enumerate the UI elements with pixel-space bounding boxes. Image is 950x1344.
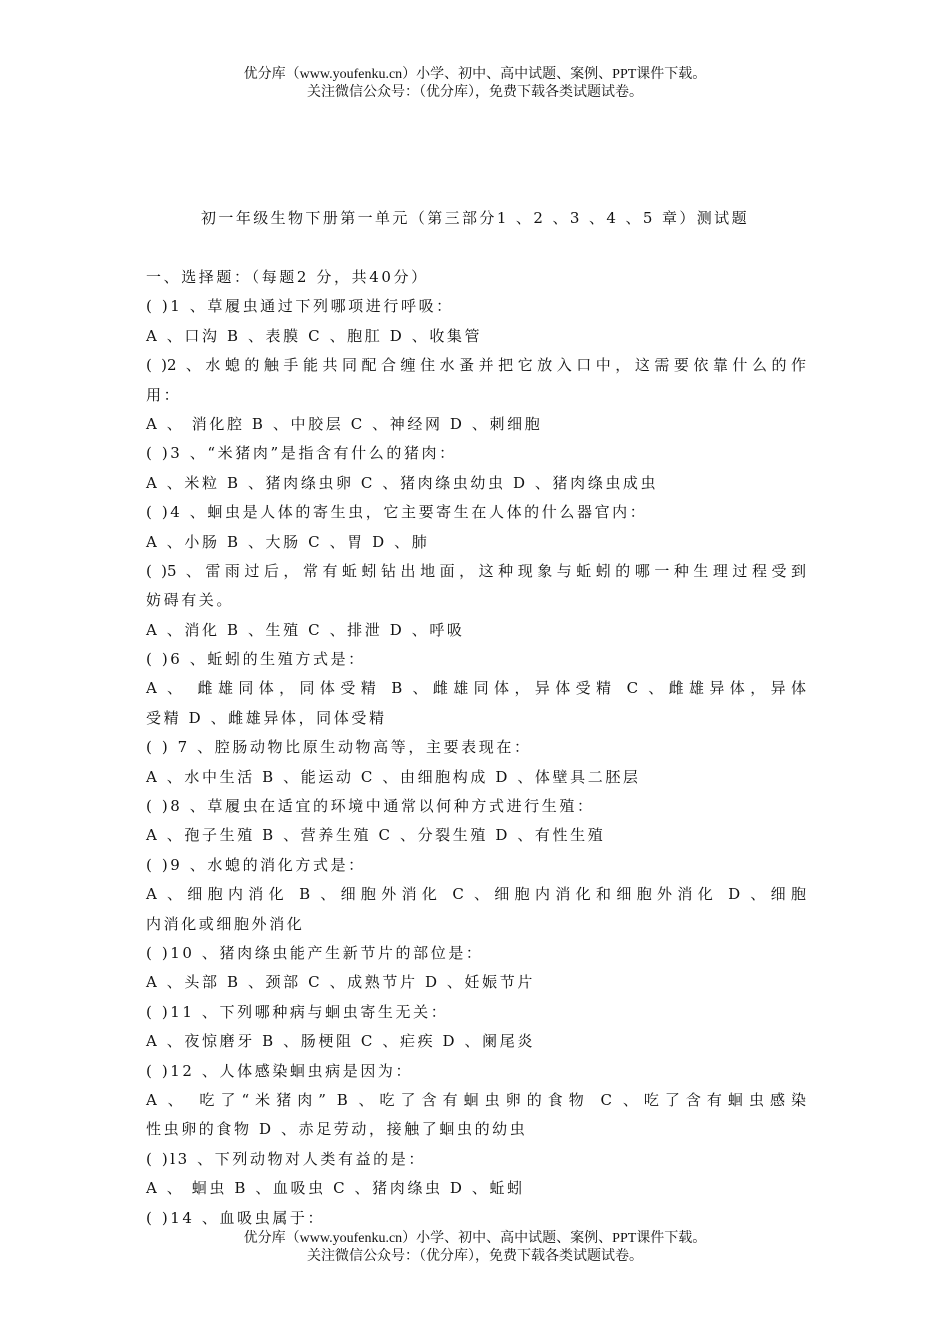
options-12-cont: 性虫卵的食物 D 、赤足劳动，接触了蛔虫的幼虫: [146, 1120, 528, 1139]
footer-line-1: 优分库（www.youfenku.cn）小学、初中、高中试题、案例、PPT课件下载。: [243, 1231, 707, 1246]
question-8: ( )8 、草履虫在适宜的环境中通常以何种方式进行生殖：: [146, 797, 595, 816]
exam-body: [146, 263, 806, 1233]
section-heading: 一、选择题：（每题2 分，共40分）: [146, 268, 429, 286]
options-6-cont: 受精 D 、雌雄异体，同体受精: [146, 708, 387, 727]
options-8: A 、孢子生殖 B 、营养生殖 C 、分裂生殖 D 、有性生殖: [146, 826, 606, 845]
options-9-cont: 内消化或细胞外消化: [146, 914, 305, 933]
options-10: A 、头部 B 、颈部 C 、成熟节片 D 、妊娠节片: [146, 973, 535, 992]
question-12: ( )12 、人体感染蛔虫病是因为：: [146, 1061, 414, 1080]
options-9: A 、细胞内消化 B 、细胞外消化 C 、细胞内消化和细胞外消化 D 、细胞: [146, 885, 806, 904]
page-footer: [0, 1230, 950, 1266]
question-9: ( )9 、水螅的消化方式是：: [146, 855, 366, 874]
question-5-cont: 妨碍有关。: [146, 591, 235, 610]
question-6: ( )6 、蚯蚓的生殖方式是：: [146, 650, 366, 669]
options-1: A 、口沟 B 、表膜 C 、胞肛 D 、收集管: [146, 326, 483, 345]
question-11: ( )11 、下列哪种病与蛔虫寄生无关：: [146, 1002, 449, 1021]
question-7: ( ) 7 、腔肠动物比原生动物高等，主要表现在：: [146, 738, 532, 757]
question-10: ( )10 、猪肉绦虫能产生新节片的部位是：: [146, 943, 484, 962]
options-12: A 、 吃了“米猪肉” B 、吃了含有蛔虫卵的食物 C 、吃了含有蛔虫感染: [146, 1090, 806, 1109]
question-1: ( )1 、草履虫通过下列哪项进行呼吸：: [146, 297, 454, 316]
question-3: ( )3 、“米猪肉”是指含有什么的猪肉：: [146, 444, 457, 463]
options-2: A 、 消化腔 B 、中胶层 C 、神经网 D 、刺细胞: [146, 414, 543, 433]
header-line-2: 关注微信公众号：（优分库），免费下载各类试题试卷。: [307, 85, 643, 100]
options-7: A 、水中生活 B 、能运动 C 、由细胞构成 D 、体壁具二胚层: [146, 767, 641, 786]
exam-title: 初一年级生物下册第一单元（第三部分1 、2 、3 、4 、5 章）测试题: [201, 209, 749, 227]
options-6: A 、 雌雄同体，同体受精 B 、雌雄同体，异体受精 C 、雌雄异体，异体: [146, 679, 806, 698]
footer-line-2: 关注微信公众号：（优分库），免费下载各类试题试卷。: [307, 1249, 643, 1264]
question-14: ( )14 、血吸虫属于：: [146, 1208, 326, 1227]
options-3: A 、米粒 B 、猪肉绦虫卵 C 、猪肉绦虫幼虫 D 、猪肉绦虫成虫: [146, 473, 659, 492]
header-line-1: 优分库（www.youfenku.cn）小学、初中、高中试题、案例、PPT课件下载。: [243, 67, 707, 82]
question-5: ( )5 、雷雨过后，常有蚯蚓钻出地面，这种现象与蚯蚓的哪一种生理过程受到: [146, 561, 806, 580]
question-2-cont: 用：: [146, 385, 182, 404]
options-5: A 、消化 B 、生殖 C 、排泄 D 、呼吸: [146, 620, 465, 639]
page-header: [0, 66, 950, 102]
options-13: A 、 蛔虫 B 、血吸虫 C 、猪肉绦虫 D 、蚯蚓: [146, 1179, 525, 1198]
options-11: A 、夜惊磨牙 B 、肠梗阻 C 、疟疾 D 、阑尾炎: [146, 1032, 535, 1051]
question-2: ( )2 、水螅的触手能共同配合缠住水蚤并把它放入口中，这需要依靠什么的作: [146, 356, 806, 375]
question-4: ( )4 、蛔虫是人体的寄生虫，它主要寄生在人体的什么器官内：: [146, 503, 648, 522]
options-4: A 、小肠 B 、大肠 C 、胃 D 、肺: [146, 532, 430, 551]
question-13: ( )l3 、下列动物对人类有益的是：: [146, 1149, 426, 1168]
